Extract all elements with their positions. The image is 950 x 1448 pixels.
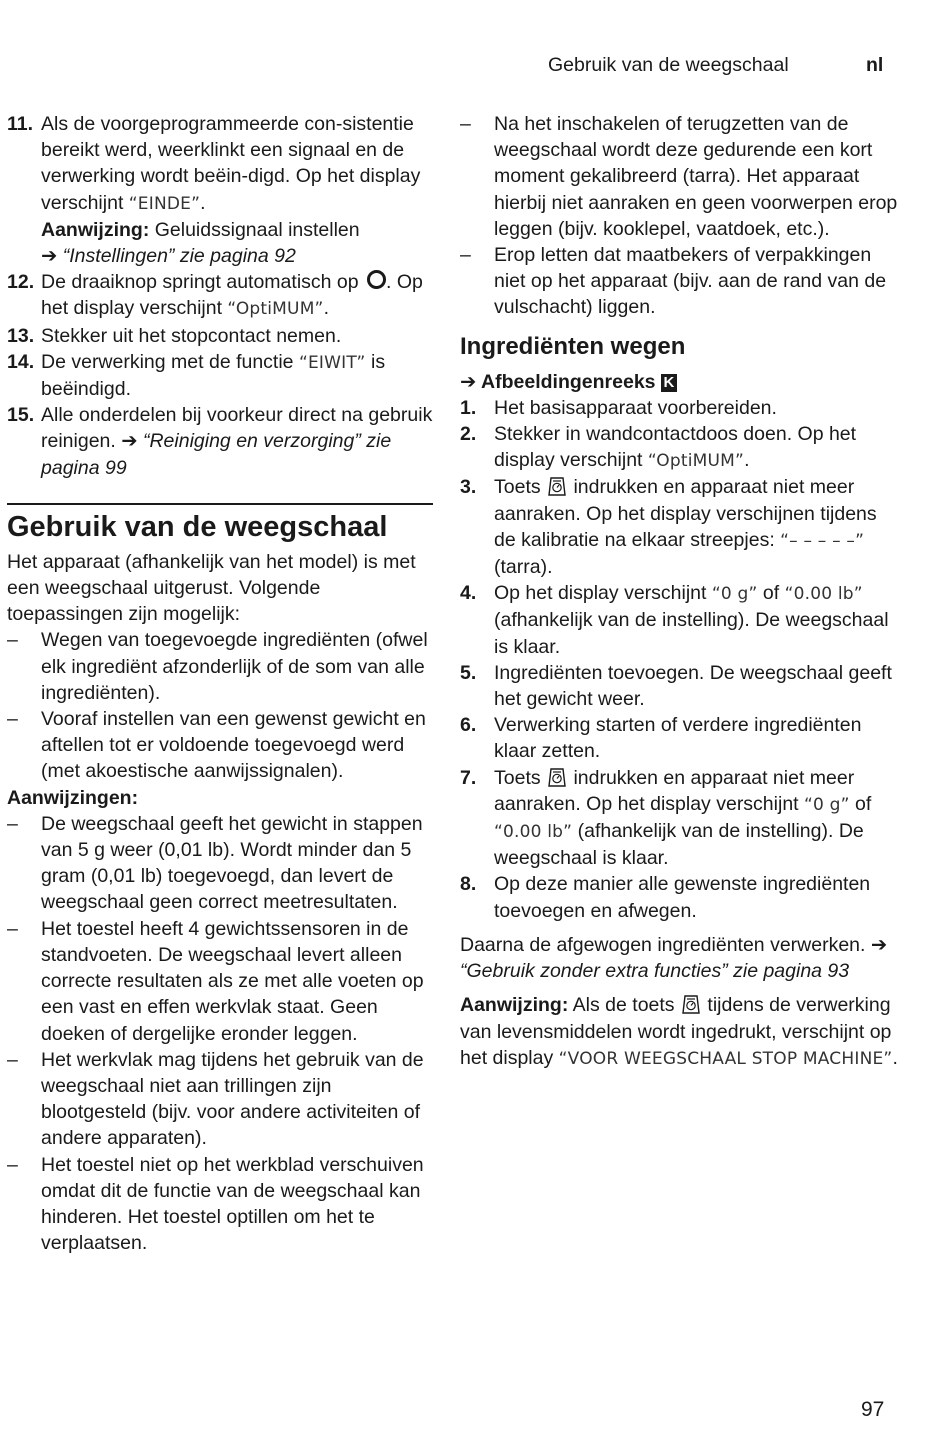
list-item: – Het toestel niet op het werkblad verschuiven omdat dit de functie van de weegschaal kan hinderen. Het toestel optillen om het te verplaatsen. [7, 1153, 424, 1255]
step-number: 15. [7, 404, 35, 427]
display-text: “OptiMUM” [227, 299, 324, 320]
page-number: 97 [861, 1398, 885, 1421]
step-number: 5. [460, 661, 477, 684]
display-text: “0 g” [804, 794, 850, 815]
step-number: 14. [7, 350, 35, 373]
subsection-title: Ingrediënten wegen [460, 332, 686, 360]
scale-button-icon [548, 475, 566, 497]
dash-bullet: – [460, 113, 471, 135]
display-text: “VOOR WEEGSCHAAL STOP MACHINE” [558, 1048, 893, 1069]
display-text: “0.00 lb” [494, 822, 573, 843]
section-title: Gebruik van de weegschaal [7, 510, 388, 543]
note-label: Aanwijzing: [41, 218, 150, 241]
arrow-right-icon: ➔ [121, 430, 138, 453]
dash-bullet: – [7, 1048, 18, 1071]
list-item: 11. Als de voorgeprogrammeerde con-sistentie bereikt werd, weerklinkt een signaal en de verwerking wordt beëin-digd. Op het display verschijnt “EINDE”. Aanwijzing: Geluidssignaal instellen ➔ “Instellingen” zie pagina 92 [7, 113, 421, 268]
applications-list [7, 627, 435, 784]
step-number: 4. [460, 582, 477, 605]
dash-bullet: – [7, 917, 18, 940]
list-item: 2. Stekker in wandcontactdoos doen. Op het display verschijnt “OptiMUM”. [460, 423, 857, 472]
display-text: “OptiMUM” [647, 451, 745, 472]
intro-paragraph: Het apparaat (afhankelijk van het model) is met een weegschaal uitgerust. Volgende toepassingen zijn mogelijk: [7, 550, 416, 626]
list-item: 6. Verwerking starten of verdere ingrediënten klaar zetten. [460, 714, 862, 763]
list-item: 1. Het basisapparaat voorbereiden. [460, 395, 900, 421]
list-item: 5. Ingrediënten toevoegen. De weegschaal geeft het gewicht weer. [460, 661, 892, 711]
dash-bullet: – [7, 1153, 18, 1176]
list-item: – De weegschaal geeft het gewicht in stappen van 5 g weer (0,01 lb). Wordt minder dan 5 gram (0,01 lb) toegevoegd, dan levert de weegschaal geen correct meetresultaten. [7, 812, 423, 914]
list-item: 8. Op deze manier alle gewenste ingrediënten toevoegen en afwegen. [460, 873, 871, 922]
continued-steps-list [7, 111, 435, 481]
step-number: 11. [7, 113, 34, 135]
scale-button-icon [548, 766, 566, 788]
arrow-right-icon: ➔ [460, 370, 477, 393]
note-paragraph: Aanwijzing: Als de toets tijdens de verwerking van levensmiddelen wordt ingedrukt, verschijnt op het display “VOOR WEEGSCHAAL STOP MACHINE”. [460, 994, 898, 1069]
dash-bullet: – [7, 629, 18, 652]
left-column [7, 111, 435, 1256]
cross-reference-link[interactable]: “Instellingen” zie pagina 92 [62, 245, 296, 268]
step-number: 12. [7, 271, 35, 294]
arrow-right-icon: ➔ [41, 245, 58, 268]
cross-reference-link[interactable]: “Gebruik zonder extra functies” zie pagina 93 [460, 960, 850, 983]
scale-button-icon [682, 993, 700, 1015]
dash-bullet: – [460, 244, 471, 267]
list-item: – Wegen van toegevoegde ingrediënten (ofwel elk ingrediënt afzonderlijk of de som van alle ingrediënten). [7, 629, 428, 704]
list-item: 13. Stekker uit het stopcontact nemen. [7, 323, 435, 349]
display-text: “0.00 lb” [784, 584, 863, 605]
notes-list [7, 811, 435, 1256]
list-item: 15. Alle onderdelen bij voorkeur direct na gebruik reinigen. ➔ “Reiniging en verzorging” zie pagina 99 [7, 404, 433, 479]
list-item: – Het toestel heeft 4 gewichtssensoren in de standvoeten. De weegschaal levert alleen correcte resultaten als ze met alle voeten op een vast en effen werkvlak staat. Geen doeken of dergelijke eronder leggen. [7, 917, 424, 1045]
list-item: 3. Toets indrukken en apparaat niet meer aanraken. Op het display verschijnen tijdens de kalibratie na elkaar streepjes: “– – – – –” (tarra). [460, 476, 877, 579]
list-item: 14. De verwerking met de functie “EIWIT” is beëindigd. [7, 350, 386, 401]
section-divider [7, 503, 433, 505]
step-number: 3. [460, 476, 477, 499]
display-text: “0 g” [711, 584, 758, 605]
dash-bullet: – [7, 812, 18, 835]
cross-reference-link[interactable]: “Reiniging en verzorging” zie pagina 99 [41, 430, 392, 479]
step-number: 1. [460, 396, 477, 419]
notes-heading: Aanwijzingen: [7, 786, 139, 809]
list-item: – Het werkvlak mag tijdens het gebruik van de weegschaal niet aan trillingen zijn blootgesteld (bijv. voor andere activiteiten of andere apparaten). [7, 1048, 424, 1150]
display-text: “EINDE” [128, 193, 201, 214]
display-text: “– – – – –” [780, 530, 865, 551]
display-text: “EIWIT” [298, 352, 366, 373]
list-item: – Na het inschakelen of terugzetten van de weegschaal wordt deze gedurende een kort moment gekalibreerd (tarra). Het apparaat hierbij niet aanraken en geen voorwerpen erop leggen (bijv. kooklepel, vaatdoek, etc.). [460, 113, 898, 240]
note-label: Aanwijzing: [460, 994, 569, 1017]
notes-list-continued [460, 111, 900, 321]
language-code: nl [866, 54, 884, 76]
after-paragraph: Daarna de afgewogen ingrediënten verwerken. ➔ “Gebruik zonder extra functies” zie pagina 93 [460, 933, 888, 983]
step-number: 2. [460, 423, 477, 446]
right-column [460, 111, 900, 1072]
dash-bullet: – [7, 708, 18, 731]
list-item: – Erop letten dat maatbekers of verpakkingen niet op het apparaat (bijv. aan de rand van de vulschacht) liggen. [460, 244, 887, 319]
list-item: – Vooraf instellen van een gewenst gewicht en aftellen tot er voldoende toegevoegd werd (met akoestische aanwijssignalen). [7, 708, 426, 783]
weighing-steps-list [460, 395, 900, 924]
list-item: 7. Toets indrukken en apparaat niet meer aanraken. Op het display verschijnt “0 g” of “0.00 lb” (afhankelijk van de instelling). De weegschaal is klaar. [460, 766, 872, 870]
step-number: 7. [460, 766, 477, 789]
step-number: 13. [7, 324, 35, 347]
list-item: 12. De draaiknop springt automatisch op . Op het display verschijnt “OptiMUM”. [7, 271, 423, 320]
step-number: 8. [460, 873, 477, 896]
figure-reference: ➔ Afbeeldingenreeks K [460, 369, 900, 395]
list-item: 4. Op het display verschijnt “0 g” of “0.00 lb” (afhankelijk van de instelling). De weegschaal is klaar. [460, 582, 889, 658]
figure-badge: K [661, 374, 677, 392]
running-header-title: Gebruik van de weegschaal [548, 54, 789, 76]
off-position-icon [367, 270, 386, 289]
arrow-right-icon: ➔ [870, 933, 888, 956]
step-number: 6. [460, 714, 477, 737]
page-header [0, 52, 950, 80]
